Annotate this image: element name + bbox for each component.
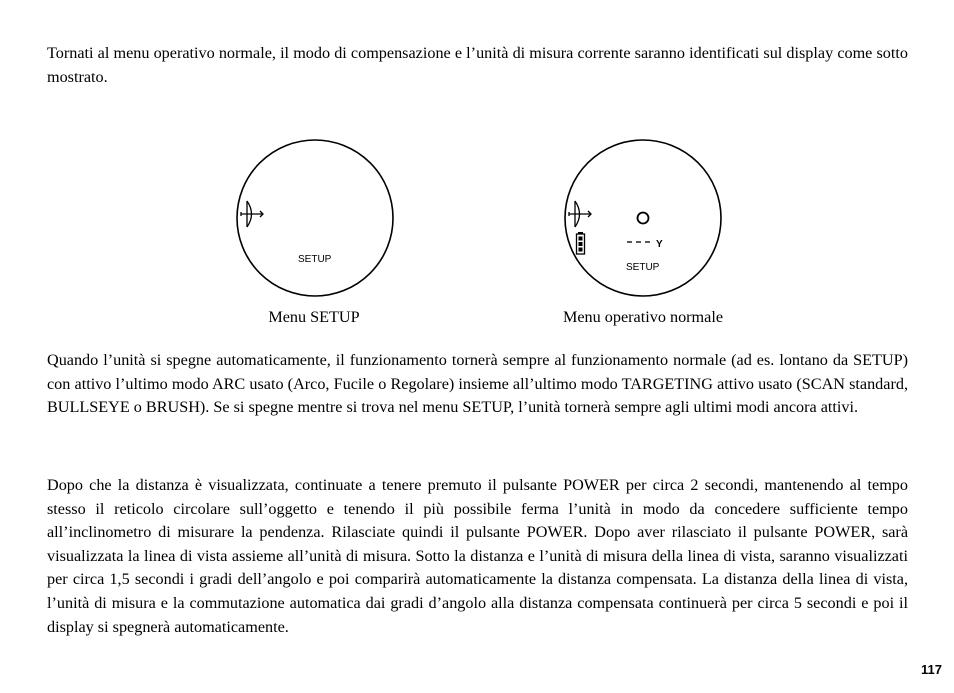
distance-display-paragraph: Dopo che la distanza è visualizzata, continuate a tenere premuto il pulsante POWER per circa 2 secondi, mantenendo al tempo stesso il reticolo circolare sull’oggetto e tenendo il più possibile ferma l’unità in modo da concedere sufficiente tempo all’inclinometro di misurare la pendenza. Rilasciate quindi il pulsante POWER. Dopo aver rilasciato il pulsante POWER, sarà visualizzata la linea di vista assieme all’unità di misura. Sotto la distanza e l’unità di misura della linea di vista, saranno visualizzati per circa 1,5 secondi i gradi dell’angolo e poi comparirà automaticamente la distanza compensata. La distanza della linea di vista, l’unità di misura e la commutazione automatica dai gradi d’angolo alla distanza compensata continuerà per circa 5 secondi e poi il display si spegnerà automaticamente. (47, 476, 908, 636)
display-circle (237, 140, 393, 296)
figure-caption-normal: Menu operativo normale (562, 308, 724, 326)
page-number: 117 (921, 662, 942, 677)
normal-display-diagram (564, 136, 726, 300)
auto-shutdown-paragraph: Quando l’unità si spegne automaticamente, il funzionamento tornerà sempre al funzionamento normale (ad es. lontano da SETUP) con attivo l’ultimo modo ARC usato (Arco, Fucile o Regolare) insieme all’ultimo modo TARGETING attivo usato (SCAN standard, BULLSEYE o BRUSH). Se si spegne mentre si trova nel menu SETUP, l’unità tornerà sempre agli ultimi modi ancora attivi. (47, 351, 908, 417)
intro-paragraph: Tornati al menu operativo normale, il modo di compensazione e l’unità di misura corrente saranno identificati sul display come sotto mostrato. (47, 44, 908, 86)
reticle-circle-icon (638, 213, 649, 224)
battery-icon (577, 232, 585, 254)
figure-caption-setup: Menu SETUP (268, 308, 360, 326)
bow-icon (241, 201, 263, 227)
bow-icon (569, 201, 591, 227)
setup-display-diagram (234, 136, 396, 300)
display-unit-label: Y (656, 239, 663, 250)
display-setup-label: SETUP (626, 262, 660, 273)
display-setup-label: SETUP (298, 254, 332, 265)
